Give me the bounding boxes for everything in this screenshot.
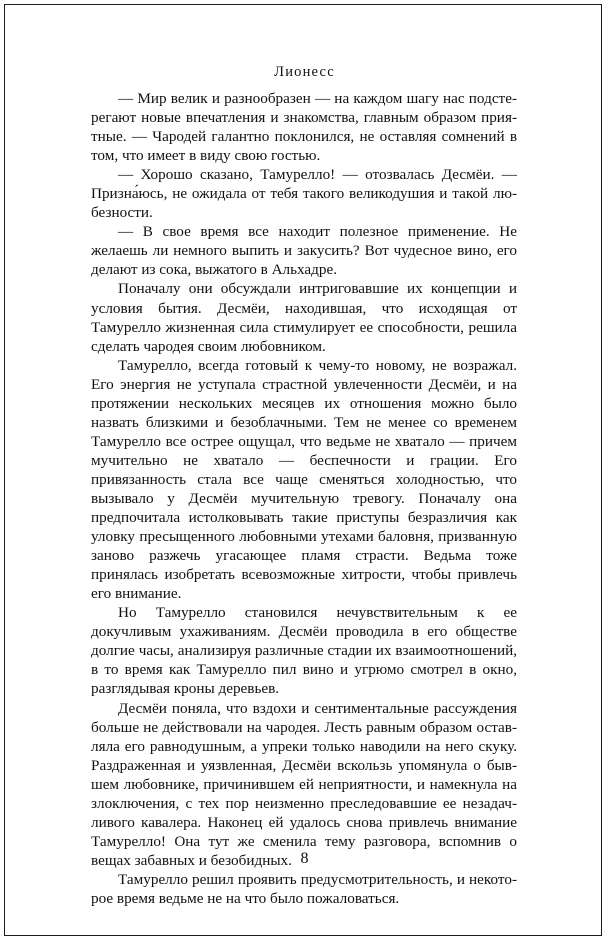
paragraph: Но Тамурелло становился нечувствительным к ее докучливым ухаживаниям. Десмёи проводила в его обществе долгие часы, анализируя различные стадии их взаимоотношений, в то время как Тамурелло пил вино и угрюмо смотрел в окно, разглядывая кроны деревьев. [91,604,517,698]
paragraph: — В свое время все находит полезное применение. Не желаешь ли немного выпить и закусить? Вот чудесное вино, его делают из сока, выжатого в Альхадре. [91,223,517,279]
running-header: Лионесс [274,64,335,80]
paragraph: Десмёи поняла, что вздохи и сентиментальные рассуждения больше не действовали на чародея. Лесть равным образом оставляла его равнодушным, а упреки только наводили на него скуку. Раздраженная и уязвленная, Десмёи вскользь упомянула о бывшем любовнике, причинившем ей неприятности, и намекнула на злоключения, с тех пор неизменно преследовавшие ее незадачливого кавалера. Наконец ей удалось снова привлечь внимание Тамурелло! Она тут же сменила тему разговора, вспомнив о вещах забавных и безобидных. [91,699,517,869]
paragraph: Тамурелло решил проявить предусмотрительность, и некоторое время ведьме не на что было пожаловаться. [91,870,517,907]
paragraph: Поначалу они обсуждали интриговавшие их концепции и условия бытия. Десмёи, находившая, что исходящая от Тамурелло жизненная сила стимулирует ее способности, решила сделать чародея своим любовником. [91,280,517,355]
page-number: 8 [300,850,309,867]
body-text [91,89,517,908]
paragraph: — Хорошо сказано, Тамурелло! — отозвалась Десмёи. — Призна́юсь, не ожидала от тебя такого великодушия и такой любезности. [91,166,517,222]
paragraph: Тамурелло, всегда готовый к чему-то новому, не возражал. Его энергия не уступала страстной увлеченности Десмёи, и на протяжении нескольких месяцев их отношения можно было назвать близкими и безоблачными. Тем не менее со временем Тамурелло все острее ощущал, что ведьме не хватало — причем мучительно не хватало — беспечности и грации. Его привязанность стала все чаще сменяться холодностью, что вызывало у Десмёи мучительную тревогу. Поначалу она предпочитала истолковывать такие приступы безразличия как уловку пресыщенного любовными утехами баловня, призванную заново разжечь угасающее пламя страсти. Ведьма тоже принялась изобретать всевозможные хитрости, чтобы привлечь его внимание. [91,356,517,603]
paragraph: — Мир велик и разнообразен — на каждом шагу нас подстерегают новые впечатления и знакомства, главным образом приятные. — Чародей галантно поклонился, не оставляя сомнений в том, что имеет в виду свою гостью. [91,90,517,165]
